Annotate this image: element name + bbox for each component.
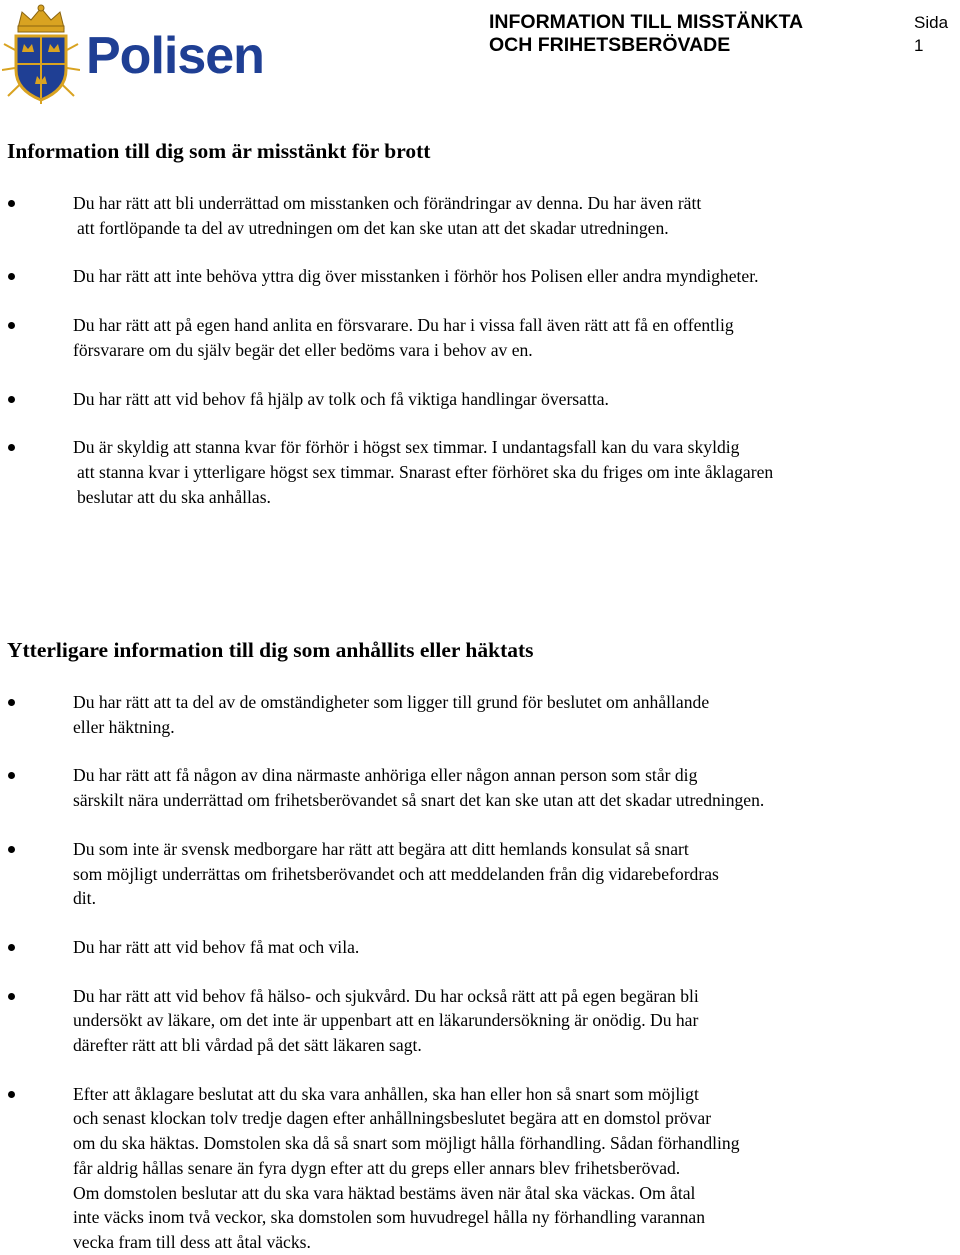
logo-wordmark: Polisen [86,27,264,85]
list-item-line: om du ska häktas. Domstolen ska då så snart som möjligt hålla förhandling. Sådan förhandling [73,1133,740,1154]
list-item [0,191,940,240]
list-item-line: Du har rätt att vid behov få hjälp av tolk och få viktiga handlingar översatta. [73,388,609,409]
list-item [0,690,940,739]
list-item-line: och senast klockan tolv tredje dagen efter anhållningsbeslutet begära att en domstol prövar [73,1108,712,1129]
list-item-line: Du som inte är svensk medborgare har rätt att begära att ditt hemlands konsulat så snart [73,838,689,859]
list-item-line: Du har rätt att ta del av de omständigheter som ligger till grund för beslutet om anhållande [73,692,710,712]
list-item-line: Du har rätt att bli underrättad om misstanken och förändringar av denna. Du har även rätt [73,193,702,213]
document-title-line: INFORMATION TILL MISSTÄNKTA [489,11,804,33]
bullet-icon [8,444,15,451]
list-item-line: som möjligt underrättas om frihetsberövandet och att meddelanden från dig vidarebefordras [73,863,719,884]
bullet-icon [8,396,15,403]
detained-rights-list [0,690,940,1255]
list-item-line: undersökt av läkare, om det inte är uppenbart att en läkarundersökning är onödig. Du har [73,1010,699,1031]
bullet-icon [8,772,15,779]
list-item [0,264,940,289]
list-item-line: vecka fram till dess att åtal väcks. [73,1231,311,1252]
list-item-line: Du har rätt att vid behov få hälso- och sjukvård. Du har också rätt att på egen begäran bli [73,985,699,1006]
list-item [0,935,940,960]
suspect-rights-list [0,191,940,509]
bullet-icon [8,322,15,329]
list-item-line: Du har rätt att vid behov få mat och vila. [73,936,360,957]
list-item [0,837,940,911]
list-item [0,1082,940,1255]
police-crest-icon [2,4,80,106]
list-item [0,313,940,362]
bullet-icon [8,1091,15,1098]
list-item-line: försvarare om du själv begär det eller bedöms vara i behov av en. [73,339,533,360]
list-item-line: eller häktning. [73,716,175,737]
list-item [0,435,940,509]
list-item-line: beslutar att du ska anhållas. [77,486,271,507]
section-heading-detained: Ytterligare information till dig som anhållits eller häktats [7,638,534,662]
bullet-icon [8,846,15,853]
list-item-line: inte väcks inom två veckor, ska domstolen som huvudregel hålla ny förhandling varannan [73,1207,706,1228]
list-item-line: Om domstolen beslutar att du ska vara häktad bestäms även när åtal ska väckas. Om åtal [73,1182,696,1203]
bullet-icon [8,944,15,951]
document-title [489,11,879,57]
list-item-line: Du är skyldig att stanna kvar för förhör i högst sex timmar. I undantagsfall kan du vara skyldig [73,437,740,458]
list-item-line: dit. [73,888,96,909]
page-header [0,0,960,112]
bullet-icon [8,993,15,1000]
bullet-icon [8,273,15,280]
list-item-line: Du har rätt att få någon av dina närmaste anhöriga eller någon annan person som står dig [73,765,698,786]
section-heading-suspect: Information till dig som är misstänkt för brott [7,139,431,163]
bullet-icon [8,200,15,207]
document-title-line: OCH FRIHETSBERÖVADE [489,34,731,56]
list-item [0,763,940,812]
list-item-line: Du har rätt att på egen hand anlita en försvarare. Du har i vissa fall även rätt att få en offentlig [73,315,734,336]
list-item-line: därefter rätt att bli vårdad på det sätt läkaren sagt. [73,1035,422,1056]
list-item [0,387,940,412]
list-item-line: särskilt nära underrättad om frihetsberövandet så snart det kan ske utan att det skadar utredningen. [73,790,765,811]
list-item [0,984,940,1058]
list-item-line: får aldrig hållas senare än fyra dygn efter att du greps eller annars blev frihetsberövad. [73,1157,681,1178]
bullet-icon [8,699,15,706]
page-number: Sida 1 [914,13,949,55]
list-item-line: att stanna kvar i ytterligare högst sex timmar. Snarast efter förhöret ska du friges om inte åklagaren [77,461,774,482]
list-item-line: Du har rätt att inte behöva yttra dig över misstanken i förhör hos Polisen eller andra myndigheter. [73,266,759,287]
list-item-line: att fortlöpande ta del av utredningen om det kan ske utan att det skadar utredningen. [77,217,669,238]
list-item-line: Efter att åklagare beslutat att du ska vara anhållen, ska han eller hon så snart som möjligt [73,1083,699,1104]
